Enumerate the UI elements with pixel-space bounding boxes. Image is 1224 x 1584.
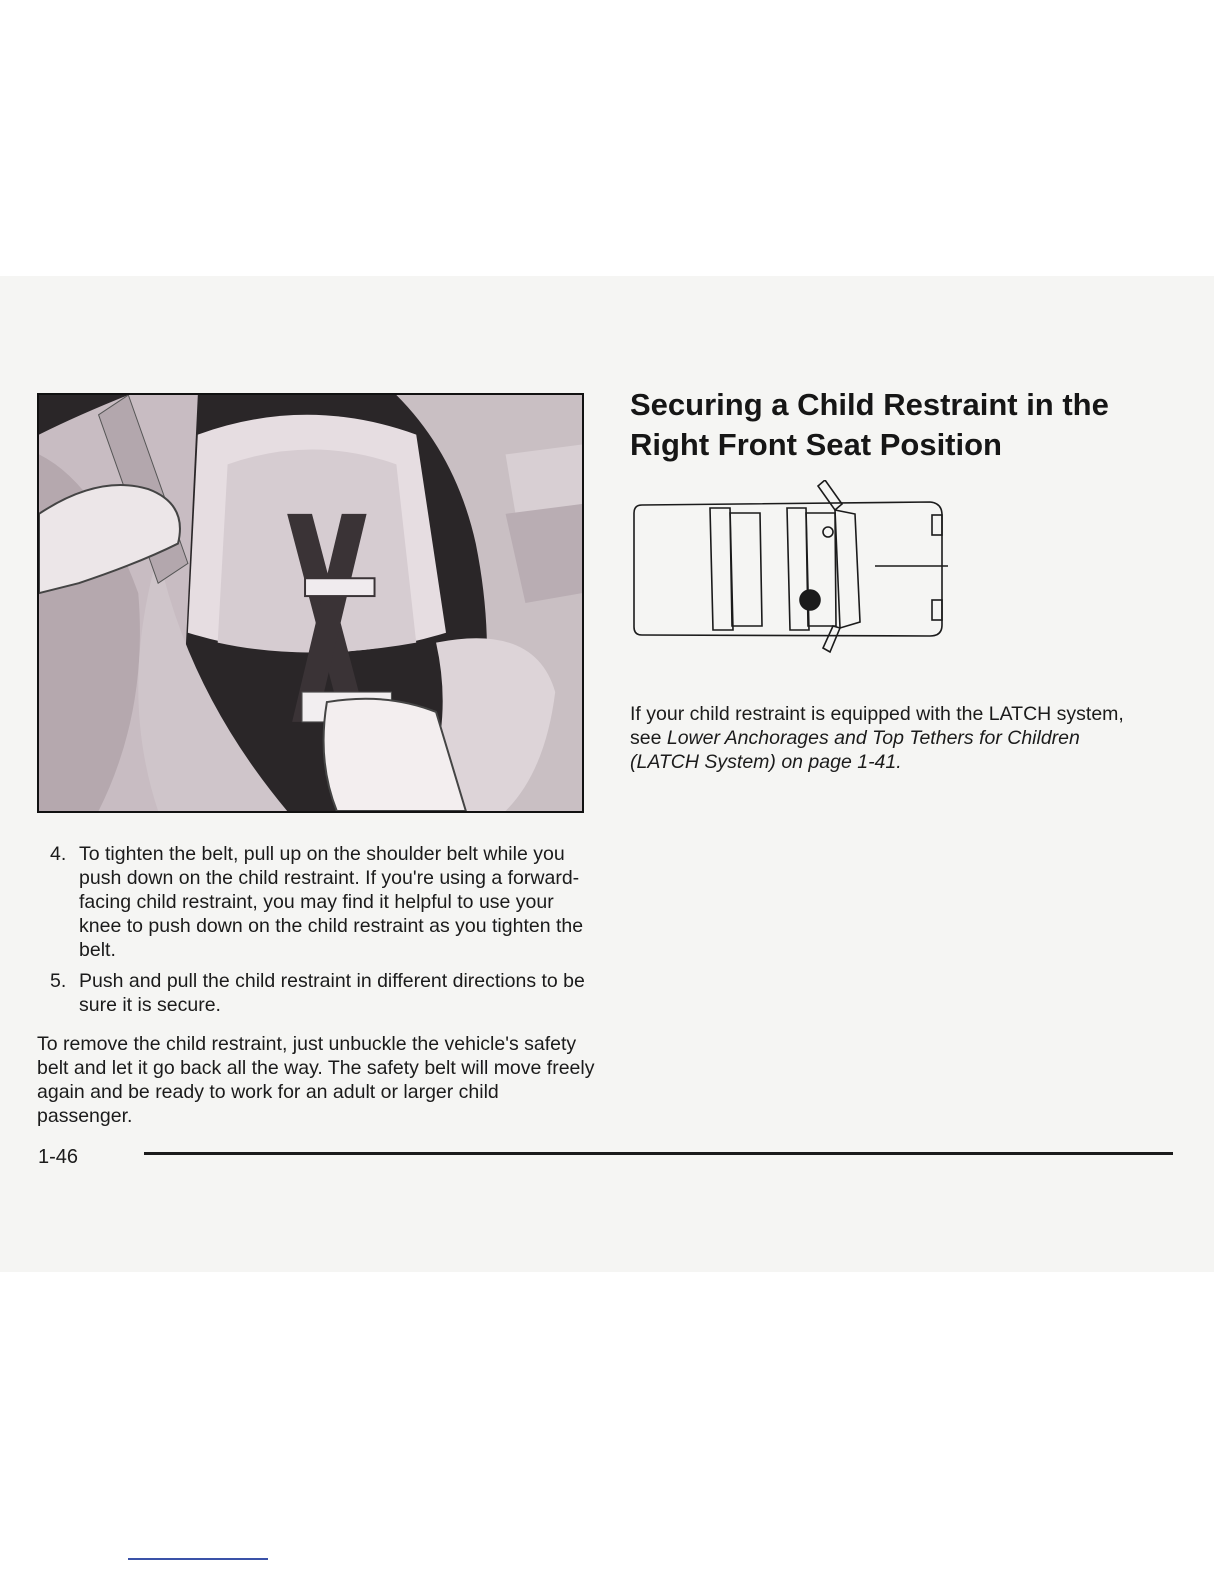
bottom-rule [128,1558,268,1560]
latch-paragraph-text: If your child restraint is equipped with the LATCH system, see [630,703,1124,749]
remove-restraint-paragraph: To remove the child restraint, just unbuckle the vehicle's safety belt and let it go back all the way. The safety belt will move freely again and be ready to work for an adult or larger child passenger. [37,1033,595,1127]
instruction-steps [45,842,593,1024]
page-number: 1-46 [38,1146,79,1168]
step-number: 5. [50,970,67,992]
footer-rule [144,1152,1173,1155]
step-number: 4. [50,843,67,865]
step-item [45,842,593,962]
child-seat-illustration [37,393,584,813]
latch-cross-reference: Lower Anchorages and Top Tethers for Children (LATCH System) on page 1-41. [630,727,1080,773]
section-title: Securing a Child Restraint in the Right Front Seat Position [630,387,1109,462]
vehicle-seat-position-diagram [630,480,952,655]
step-item [45,969,593,1017]
step-text: To tighten the belt, pull up on the shoulder belt while you push down on the child restraint. If you're using a forward-facing child restraint, you may find it helpful to use your knee to push down on the child restraint as you tighten the belt. [79,843,584,961]
step-text: Push and pull the child restraint in different directions to be sure it is secure. [79,970,585,1016]
latch-paragraph [630,702,1150,774]
